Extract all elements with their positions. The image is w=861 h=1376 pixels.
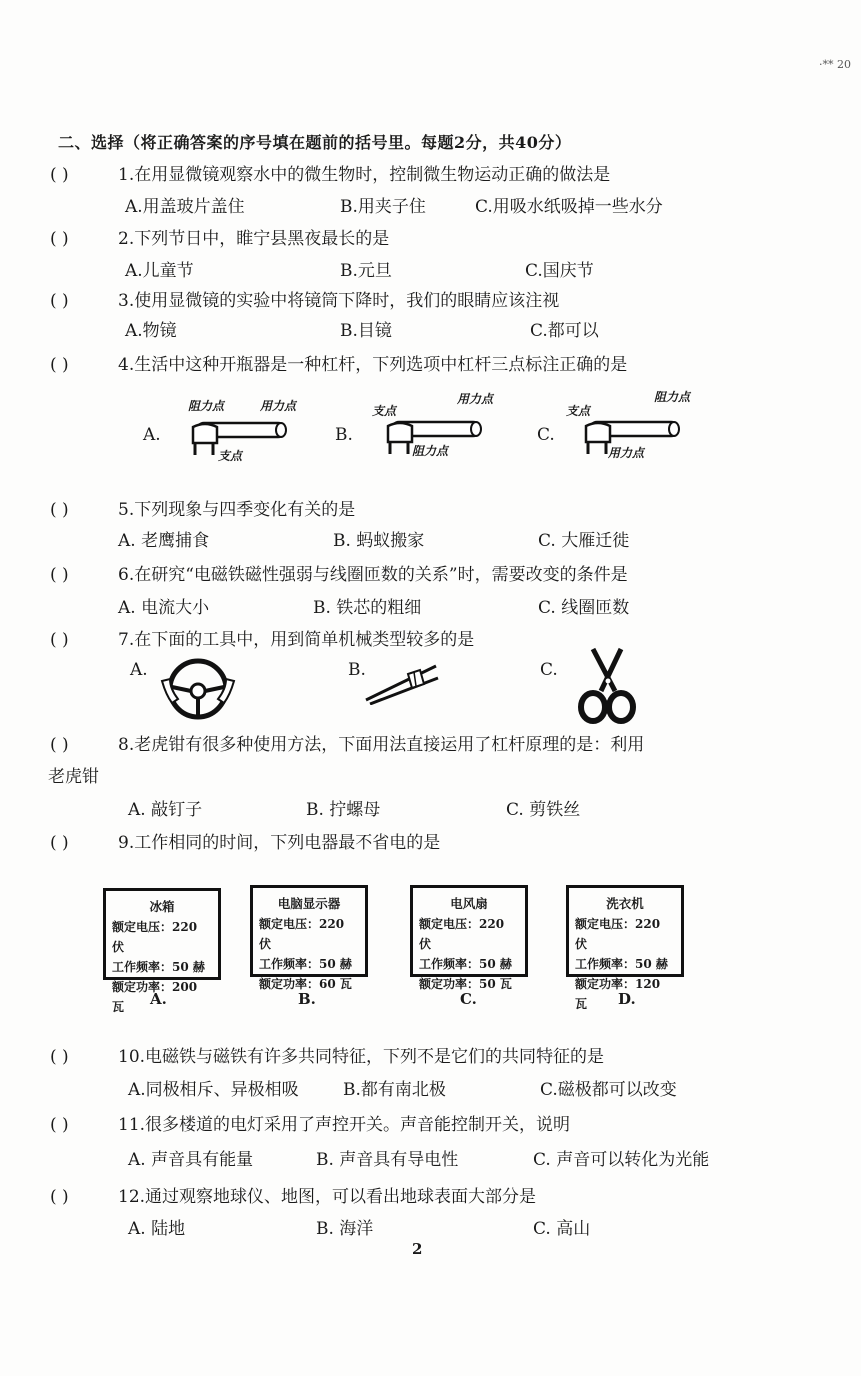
corner-mark: ·** 20: [819, 58, 851, 71]
option-c: C.用吸水纸吸掉一些水分: [475, 197, 663, 217]
answer-paren[interactable]: ( ): [50, 229, 69, 249]
option-a: A.同极相斥、异极相吸: [128, 1080, 299, 1100]
working-frequency: 工作频率：50 赫: [575, 957, 668, 971]
option-d: D.: [618, 990, 636, 1008]
question-text: 老虎钳: [48, 767, 99, 787]
answer-paren[interactable]: ( ): [50, 165, 69, 185]
option-a: A.用盖玻片盖住: [125, 197, 245, 217]
question-5: [50, 495, 355, 520]
question-text: 10.电磁铁与磁铁有许多共同特征，下列不是它们的共同特征的是: [118, 1047, 605, 1067]
appliance-label-fan: [410, 885, 528, 991]
lever-label: 支点: [218, 449, 243, 463]
question-3: [50, 286, 559, 311]
rated-power: 额定功率：60 瓦: [259, 977, 352, 991]
appliance-label-fridge: [103, 888, 221, 1014]
chopsticks-icon: [362, 660, 442, 705]
question-text: 1.在用显微镜观察水中的微生物时，控制微生物运动正确的做法是: [118, 165, 611, 185]
question-text: 5.下列现象与四季变化有关的是: [118, 500, 356, 520]
option-b: B.: [298, 990, 316, 1008]
working-frequency: 工作频率：50 赫: [259, 957, 352, 971]
option-c: C. 高山: [533, 1219, 591, 1239]
lever-diagram-b: [372, 390, 512, 470]
scissors-icon: [575, 645, 640, 725]
question-text: 7.在下面的工具中，用到简单机械类型较多的是: [118, 630, 475, 650]
rated-power: 额定功率：120 瓦: [575, 977, 661, 1011]
rated-voltage: 额定电压：220 伏: [419, 917, 505, 951]
question-text: 12.通过观察地球仪、地图，可以看出地球表面大部分是: [118, 1187, 537, 1207]
question-text: 11.很多楼道的电灯采用了声控开关。声音能控制开关，说明: [118, 1115, 571, 1135]
steering-wheel-icon: [158, 655, 238, 723]
answer-paren[interactable]: ( ): [50, 1115, 69, 1135]
appliance-name: 洗衣机: [606, 896, 644, 911]
question-8: [50, 730, 644, 755]
rated-voltage: 额定电压：220 伏: [575, 917, 661, 951]
option-a: A. 陆地: [128, 1219, 186, 1239]
option-b: B. 拧螺母: [306, 800, 381, 820]
question-text: 4.生活中这种开瓶器是一种杠杆，下列选项中杠杆三点标注正确的是: [118, 355, 628, 375]
option-a: A.: [130, 660, 148, 680]
answer-paren[interactable]: ( ): [50, 291, 69, 311]
option-c: C. 大雁迁徙: [538, 531, 630, 551]
option-a: A. 电流大小: [118, 598, 210, 618]
lever-label: 阻力点: [654, 390, 691, 404]
option-c: C. 线圈匝数: [538, 598, 630, 618]
question-12: [50, 1182, 536, 1207]
option-b: B.目镜: [340, 321, 392, 341]
rated-power: 额定功率：50 瓦: [419, 977, 512, 991]
question-7: [50, 625, 474, 650]
lever-label: 用力点: [457, 392, 494, 406]
option-b: B. 声音具有导电性: [316, 1150, 459, 1170]
lever-diagram-c: [566, 388, 716, 470]
question-4: [50, 350, 627, 375]
rated-voltage: 额定电压：220 伏: [259, 917, 345, 951]
working-frequency: 工作频率：50 赫: [419, 957, 512, 971]
lever-diagram-a: [180, 395, 320, 470]
option-c: C.: [537, 425, 555, 445]
question-text: 6.在研究“电磁铁磁性强弱与线圈匝数的关系”时，需要改变的条件是: [118, 565, 628, 585]
question-text: 3.使用显微镜的实验中将镜筒下降时，我们的眼睛应该注视: [118, 291, 560, 311]
option-c: C. 声音可以转化为光能: [533, 1150, 710, 1170]
answer-paren[interactable]: ( ): [50, 735, 69, 755]
option-c: C.: [460, 990, 477, 1008]
option-c: C.都可以: [530, 321, 599, 341]
question-text: 9.工作相同的时间，下列电器最不省电的是: [118, 833, 441, 853]
option-c: C.: [540, 660, 558, 680]
option-b: B.都有南北极: [343, 1080, 446, 1100]
working-frequency: 工作频率：50 赫: [112, 960, 205, 974]
question-1: [50, 160, 610, 185]
answer-paren[interactable]: ( ): [50, 1187, 69, 1207]
option-b: B. 海洋: [316, 1219, 374, 1239]
option-a: A.: [150, 990, 167, 1008]
rated-power: 额定功率：200 瓦: [112, 980, 198, 1014]
option-a: A. 老鹰捕食: [118, 531, 210, 551]
option-b: B. 蚂蚁搬家: [333, 531, 425, 551]
question-9: [50, 828, 440, 853]
option-a: A.儿童节: [125, 261, 194, 281]
lever-label: 阻力点: [188, 399, 225, 413]
lever-label: 用力点: [608, 446, 645, 460]
appliance-label-washer: [566, 885, 684, 1011]
option-a: A.: [143, 425, 161, 445]
appliance-name: 冰箱: [149, 899, 175, 914]
question-text: 8.老虎钳有很多种使用方法，下面用法直接运用了杠杆原理的是：利用: [118, 735, 645, 755]
appliance-label-monitor: [250, 885, 368, 991]
question-11: [50, 1110, 570, 1135]
option-b: B.: [348, 660, 366, 680]
answer-paren[interactable]: ( ): [50, 565, 69, 585]
question-2: [50, 224, 389, 249]
option-c: C.国庆节: [525, 261, 594, 281]
answer-paren[interactable]: ( ): [50, 500, 69, 520]
option-a: A. 敲钉子: [128, 800, 203, 820]
page-number: 2: [412, 1240, 423, 1258]
option-b: B.用夹子住: [340, 197, 426, 217]
question-10: [50, 1042, 604, 1067]
option-b: B. 铁芯的粗细: [313, 598, 422, 618]
answer-paren[interactable]: ( ): [50, 630, 69, 650]
section-title: 二、选择（将正确答案的序号填在题前的括号里。每题2分，共40分）: [58, 133, 572, 152]
lever-label: 阻力点: [412, 444, 449, 458]
lever-label: 支点: [566, 404, 591, 418]
option-b: B.元旦: [340, 261, 392, 281]
option-b: B.: [335, 425, 353, 445]
lever-label: 支点: [372, 404, 397, 418]
lever-label: 用力点: [260, 399, 297, 413]
answer-paren[interactable]: ( ): [50, 355, 69, 375]
answer-paren[interactable]: ( ): [50, 1047, 69, 1067]
appliance-name: 电风扇: [450, 896, 488, 911]
option-c: C. 剪铁丝: [506, 800, 581, 820]
question-6: [50, 560, 628, 585]
option-a: A. 声音具有能量: [128, 1150, 254, 1170]
appliance-name: 电脑显示器: [277, 896, 341, 911]
option-a: A.物镜: [125, 321, 177, 341]
option-c: C.磁极都可以改变: [540, 1080, 677, 1100]
rated-voltage: 额定电压：220 伏: [112, 920, 198, 954]
question-text: 2.下列节日中，睢宁县黑夜最长的是: [118, 229, 390, 249]
question-8-continued: [48, 762, 99, 787]
answer-paren[interactable]: ( ): [50, 833, 69, 853]
